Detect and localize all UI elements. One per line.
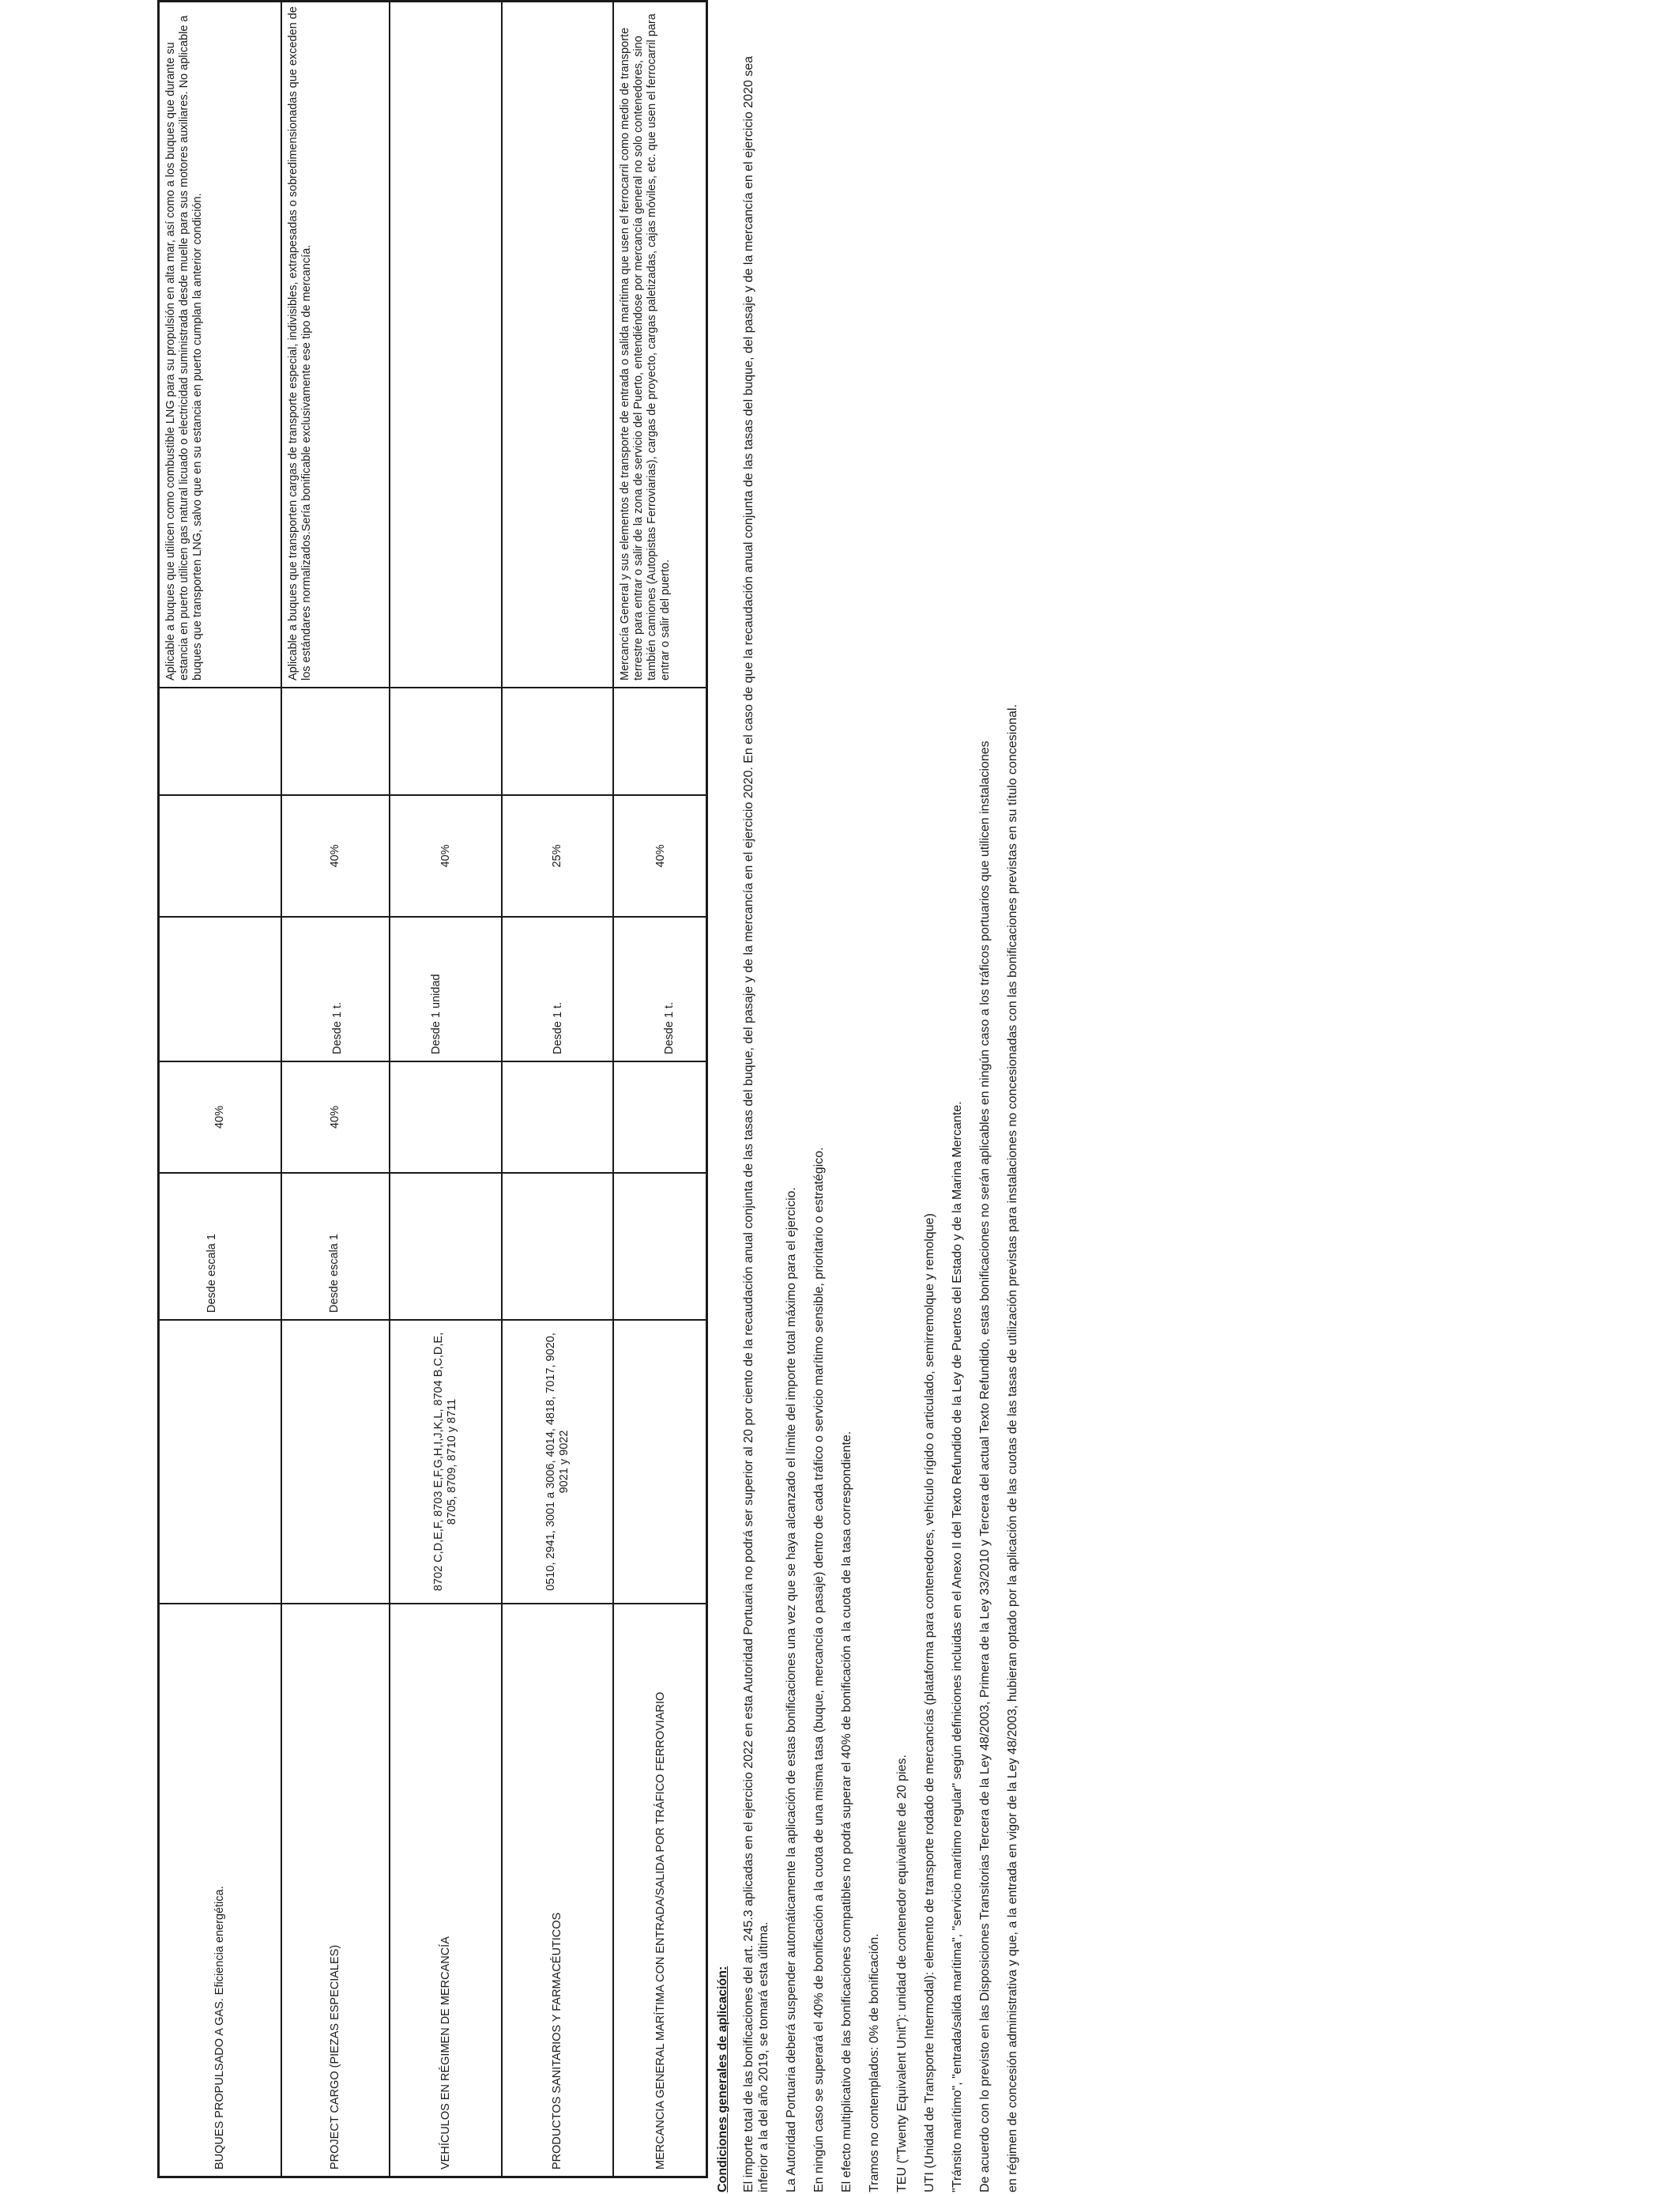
tariff-codes-cell	[390, 1321, 501, 1604]
description-cell-text: Aplicable a buques que transporten cargas de transporte especial, indivisibles, extrapesadas o sobredimensionadas que exceden de los estándares normalizados.Sería bonificable exclusivamente ese tipo de mercancía.	[287, 6, 313, 680]
threshold-pct-cell	[282, 796, 389, 918]
tariff-codes-cell-text: 0510, 2941, 3001 a 3006, 4014, 4818, 7017, 9020, 9021 y 9022	[544, 1333, 571, 1591]
concept-cell	[614, 1604, 708, 2176]
scale-pct-cell	[390, 1062, 501, 1174]
concept-cell-text: VEHÍCULOS EN RÉGIMEN DE MERCANCÍA	[439, 1936, 452, 2169]
condition-paragraph: De acuerdo con lo previsto en las Disposiciones Transitorias Tercera de la Ley 48/2003, Primera de la Ley 33/2010 y Tercera del actual Texto Refundido, estas bonificaciones no serán aplicables en ningún caso a los tráficos portuarios que utilicen instalaciones	[978, 741, 992, 2192]
scale-pct-cell	[614, 1062, 708, 1174]
threshold-pct-cell	[614, 796, 708, 918]
condition-paragraph: UTI (Unidad de Transporte Intermodal): elemento de transporte rodado de mercancías (plataforma para contenedores, vehículo rígido o articulado, semirremolque y remolque)	[923, 1213, 936, 2192]
scale-pct-cell-text: 40%	[213, 1105, 226, 1129]
threshold-cell	[160, 918, 281, 1062]
condition-paragraph: La Autoridad Portuaria deberá suspender automáticamente la aplicación de estas bonificaciones una vez que se haya alcanzado el límite del importe total máximo para el ejercicio.	[785, 1187, 798, 2192]
tariff-codes-cell	[614, 1321, 708, 1604]
empty-cell	[503, 688, 612, 796]
threshold-cell-text: Desde 1 t.	[552, 1001, 564, 1054]
description-cell	[282, 0, 389, 688]
table-row	[281, 2, 389, 2176]
tariff-codes-cell-text: 8702 C,D,E,F, 8703 E,F,G,H,I,J,K,L, 8704 B,C,D,E, 8705, 8709, 8710 y 8711	[432, 1332, 458, 1592]
threshold-cell-text: Desde 1 t.	[663, 1001, 676, 1054]
concept-cell	[160, 1604, 281, 2176]
description-cell-text	[503, 0, 507, 687]
description-cell-text: Aplicable a buques que utilicen como combustible LNG para su propulsión en alta mar, así como a los buques que durante su estancia en puerto utilicen gas natural licuado o electricidad suministrada desde muelle para sus motores auxiliares. No aplicable a buques que transporten LNG, salvo que en su estancia en puerto cumplan la anterior condición.	[164, 15, 204, 680]
conditions-heading: Condiciones generales de aplicación:	[716, 1966, 729, 2192]
description-cell	[614, 0, 708, 688]
scale-from-cell	[390, 1174, 501, 1321]
scale-pct-cell	[503, 1062, 612, 1174]
threshold-pct-cell-text: 40%	[654, 844, 667, 868]
empty-cell	[282, 688, 389, 796]
threshold-cell-text: Desde 1 unidad	[430, 974, 443, 1054]
threshold-pct-cell	[160, 796, 281, 918]
scale-pct-cell-text: 40%	[329, 1105, 341, 1129]
threshold-cell-text	[160, 918, 209, 1061]
concept-cell-text: BUQUES PROPULSADO A GAS. Eficiencia energética.	[213, 1886, 226, 2169]
scale-from-cell	[614, 1174, 708, 1321]
empty-cell	[614, 688, 708, 796]
tariff-codes-cell-text	[282, 1321, 389, 1603]
condition-paragraph: "Tránsito marítimo", "entrada/salida marítima", "servicio marítimo regular" según definiciones incluidas en el Anexo II del Texto Refundido de la Ley de Puertos del Estado y de la Marina Mercante.	[951, 1101, 964, 2192]
condition-paragraph: El efecto multiplicativo de las bonificaciones compatibles no podrá superar el 40% de bonificación a la cuota de la tasa correspondiente.	[840, 1431, 853, 2192]
table-row	[160, 2, 281, 2176]
scale-from-cell-text	[503, 1174, 548, 1319]
tariff-codes-cell	[503, 1321, 612, 1604]
scale-from-cell	[282, 1174, 389, 1321]
empty-cell	[160, 688, 281, 796]
concept-cell	[390, 1604, 501, 2176]
tariff-codes-cell-text	[160, 1321, 281, 1603]
threshold-pct-cell	[390, 796, 501, 918]
scale-pct-cell	[282, 1062, 389, 1174]
condition-paragraph: En ningún caso se superará el 40% de bonificación a la cuota de una misma tasa (buque, mercancía o pasaje) dentro de cada tráfico o servicio marítimo sensible, prioritario o estratégico.	[812, 1147, 826, 2192]
condition-paragraph: TEU ("Twenty Equivalent Unit"): unidad de contenedor equivalente de 20 pies.	[895, 1755, 909, 2192]
scale-from-cell	[160, 1174, 281, 1321]
description-cell	[160, 0, 281, 688]
threshold-pct-cell-text: 25%	[551, 844, 563, 868]
condition-paragraph: Tramos no contemplados: 0% de bonificación.	[868, 1933, 881, 2192]
bonus-table	[157, 0, 708, 2178]
description-cell	[503, 0, 612, 688]
concept-cell-text: PRODUCTOS SANITARIOS Y FARMACÉUTICOS	[551, 1912, 563, 2169]
scale-from-cell	[503, 1174, 612, 1321]
scale-from-cell-text: Desde escala 1	[328, 1234, 341, 1313]
table-row	[501, 2, 612, 2176]
threshold-pct-cell	[503, 796, 612, 918]
concept-cell-text: MERCANCIA GENERAL MARÍTIMA CON ENTRADA/SALIDA POR TRÁFICO FERROVIARIO	[654, 1691, 667, 2169]
concept-cell-text: PROJECT CARGO (PIEZAS ESPECIALES)	[329, 1944, 341, 2169]
concept-cell	[282, 1604, 389, 2176]
description-cell-text: Mercancía General y sus elementos de transporte de entrada o salida marítima que usen el ferrocarril como medio de transporte terrestre para entrar o salir de la zona de servicio del Puerto, entendiéndose por mercancía general no solo contenedores, sino también camiones (Autopistas Ferroviarias), cargas de proyecto, cargas paletizadas, cajas móviles, etc. que usen el ferrocarril para entrar o salir del puerto.	[619, 13, 672, 680]
description-cell	[390, 0, 501, 688]
scale-from-cell-text	[390, 1174, 436, 1319]
threshold-pct-cell-text: 40%	[329, 844, 341, 868]
description-cell-text	[390, 0, 395, 687]
table-row	[612, 2, 708, 2176]
tariff-codes-cell	[160, 1321, 281, 1604]
scale-from-cell-text	[614, 1174, 660, 1319]
threshold-cell-text: Desde 1 t.	[331, 1001, 344, 1054]
tariff-codes-cell	[282, 1321, 389, 1604]
empty-cell	[390, 688, 501, 796]
threshold-pct-cell-text: 40%	[439, 844, 452, 868]
concept-cell	[503, 1604, 612, 2176]
threshold-cell	[282, 918, 389, 1062]
threshold-pct-cell-text	[160, 796, 281, 916]
threshold-cell	[503, 918, 612, 1062]
condition-paragraph: en régimen de concesión administrativa y que, a la entrada en vigor de la Ley 48/2003, hubieran optado por la aplicación de las cuotas de las tasas de utilización previstas para instalaciones no concesionadas con las bonificaciones previstas en su título concesional.	[1006, 704, 1019, 2192]
scale-pct-cell	[160, 1062, 281, 1174]
condition-paragraph: El importe total de las bonificaciones del art. 245.3 aplicadas en el ejercicio 2022 en esta Autoridad Portuaria no podrá ser superior al 20 por ciento de la recaudación anual conjunta de las tasas del buque, del pasaje y de la mercancía en el ejercicio 2020. En el caso de que la recaudación anual conjunta de las tasas del buque, del pasaje y de la mercancía en el ejercicio 2020 sea inferior a la del año 2019, se tomará esta última.	[742, 55, 770, 2192]
scale-pct-cell-text	[614, 1062, 708, 1172]
threshold-cell	[390, 918, 501, 1062]
conditions-section	[715, 23, 1020, 2192]
table-row	[389, 2, 501, 2176]
threshold-cell	[614, 918, 708, 1062]
tariff-codes-cell-text	[614, 1321, 708, 1603]
scale-pct-cell-text	[390, 1062, 501, 1172]
scale-from-cell-text: Desde escala 1	[205, 1234, 218, 1313]
scale-pct-cell-text	[503, 1062, 612, 1172]
